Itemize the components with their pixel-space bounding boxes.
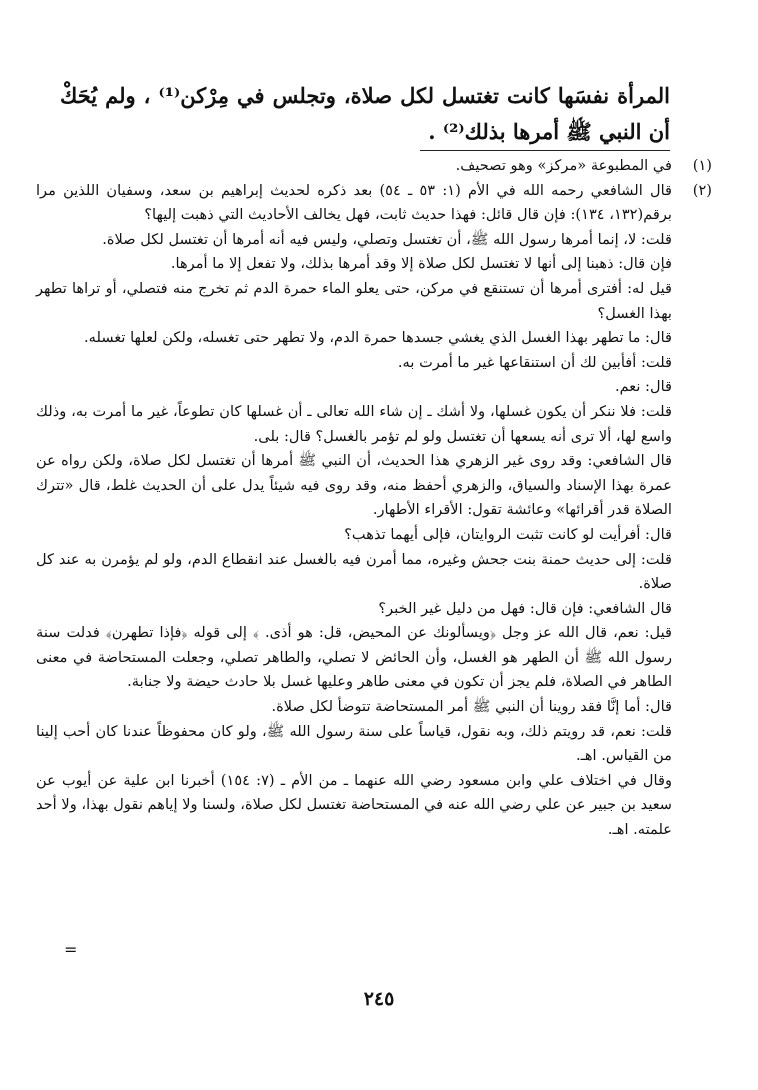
footnotes	[36, 154, 712, 843]
main-paragraph: المرأة نفسَها كانت تغتسل لكل صلاة، وتجلس في مِرْكن⁽¹⁾ ، ولم يُحَكْ أن النبي ﷺ أمرها بذلك⁽²⁾ .	[60, 83, 670, 144]
continuation-mark: =	[64, 940, 78, 959]
footnote-number: (٢)	[692, 181, 712, 199]
footnote-divider	[420, 150, 670, 151]
footnote-paragraph: قال: أما إنَّا فقد روينا أن النبي ﷺ أمر المستحاضة تتوضأ لكل صلاة.	[271, 698, 672, 716]
footnote-paragraph: قلت: نعم، قد رويتم ذلك، وبه نقول، قياساً على سنة رسول الله ﷺ، ولو كان محفوظاً عندنا كان أحب إلينا من القياس. اهـ.	[36, 722, 672, 765]
footnote-paragraph: فإن قال: ذهبنا إلى أنها لا تغتسل لكل صلاة إلا وقد أمرها بذلك، ولا تفعل إلا ما أمرها.	[170, 255, 672, 273]
footnote-paragraph: قلت: إلى حديث حمنة بنت جحش وغيره، مما أمرن فيه بالغسل عند انقطاع الدم، ولو لم يؤمرن به عند كل صلاة.	[36, 550, 672, 593]
footnote-paragraph: قال الشافعي: وقد روى غير الزهري هذا الحديث، أن النبي ﷺ أمرها أن تغتسل لكل صلاة، ولكن رواه عن عمرة بهذا الإسناد والسياق، والزهري أحفظ منه، وقد روى فيه شيئاً يدل على أن الحديث غلط، قال «تترك الصلاة قدر أقرائها» وعائشة تقول: الأقراء الأطهار.	[36, 452, 672, 519]
footnote-2	[36, 179, 712, 843]
footnote-paragraph: في المطبوعة «مركز» وهو تصحيف.	[455, 157, 672, 174]
page-number: ٢٤٥	[363, 988, 395, 1010]
footnote-body	[36, 179, 672, 843]
footnote-paragraph: قال: أفرأيت لو كانت تثبت الروايتان، فإلى أيهما تذهب؟	[344, 525, 672, 543]
footnote-1	[36, 154, 712, 179]
footnote-paragraph: قال: نعم.	[614, 378, 672, 396]
footnote-paragraph: قال الشافعي: فإن قال: فهل من دليل غير الخبر؟	[378, 599, 672, 617]
footnote-paragraph: قلت: لا، إنما أمرها رسول الله ﷺ، أن تغتسل وتصلي، وليس فيه أنه أمرها أن تغتسل لكل صلاة.	[102, 230, 672, 248]
footnote-paragraph: قلت: أفأبين لك أن استنقاعها غير ما أمرت به.	[397, 353, 672, 371]
footnote-body	[36, 154, 672, 179]
footnote-paragraph: قيل له: أفترى أمرها أن تستنقع في مركن، حتى يعلو الماء حمرة الدم ثم تخرج منه فتصلي، أو تراها تطهر بهذا الغسل؟	[36, 279, 672, 322]
footnote-paragraph: قلت: فلا ننكر أن يكون غسلها، ولا أشك ـ إن شاء الله تعالى ـ أن غسلها كان تطوعاً، غير ما أمرت به، وذلك واسع لها، ألا ترى أنه يسعها أن تغتسل ولو لم تؤمر بالغسل؟ قال: بلى.	[36, 402, 672, 445]
footnote-paragraph: وقال في اختلاف علي وابن مسعود رضي الله عنهما ـ من الأم ـ (٧: ١٥٤) أخبرنا ابن علية عن أيوب عن سعيد بن جبير عن علي رضي الله عنه في المستحاضة تغتسل لكل صلاة، ولسنا ولا إياهم نقول بهذا، ولا أحد علمته. اهـ.	[36, 771, 672, 839]
footnote-paragraph: قال الشافعي رحمه الله في الأم (١: ٥٣ ـ ٥٤) بعد ذكره لحديث إبراهيم بن سعد، وسفيان اللذين مرا برقم(١٣٢، ١٣٤): فإن قال قائل: فهذا حديث ثابت، فهل يخالف الأحاديث التي ذهبت إليها؟	[36, 181, 672, 224]
footnote-number: (١)	[692, 157, 712, 174]
footnote-paragraph: قال: ما تطهر بهذا الغسل الذي يغشي جسدها حمرة الدم، ولا تطهر حتى تغسله، ولكن لعلها تغسله.	[84, 329, 672, 347]
main-text	[60, 78, 670, 150]
footnote-paragraph: قيل: نعم، قال الله عز وجل ﴿ويسألونك عن المحيض، قل: هو أذى. ﴾ إلى قوله ﴿فإذا تطهرن﴾ فدلت سنة رسول الله ﷺ أن الطهر هو الغسل، وأن الحائض لا تصلي، والطاهر تصلي، وجعلت المستحاضة في معنى الطاهر في الصلاة، فلم يجز أن تكون في معنى طاهر وعليها غسل بلا حادث حيضة ولا جنابة.	[36, 624, 672, 691]
